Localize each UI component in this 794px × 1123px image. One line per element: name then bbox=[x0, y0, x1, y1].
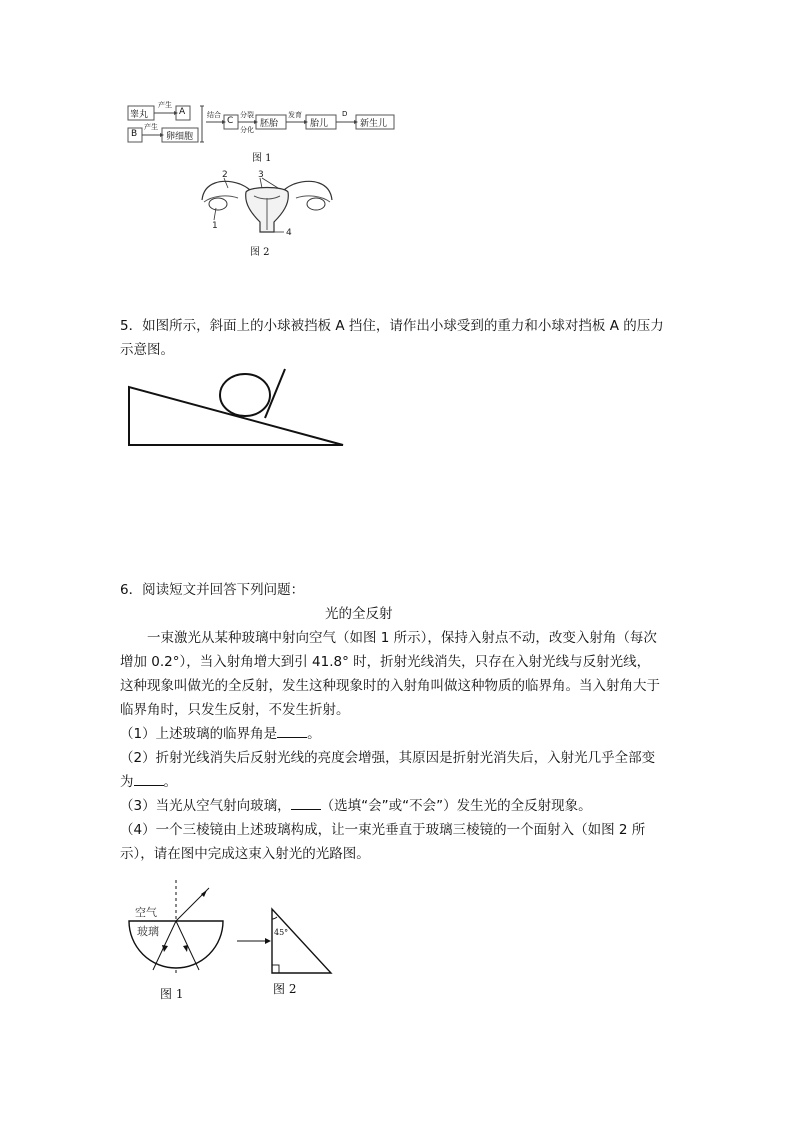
box-egg: 卵细胞 bbox=[166, 132, 194, 142]
q6-para-2: 增加 0.2°），当入射角增大到引 41.8° 时，折射光线消失，只存在入射光线与反射光线， bbox=[120, 654, 651, 670]
q6-para-1: 一束激光从某种玻璃中射向空气（如图 1 所示），保持入射点不动，改变入射角（每次 bbox=[147, 630, 657, 646]
q6-sub-3 bbox=[120, 794, 592, 818]
label-produce-2: 产生 bbox=[144, 123, 158, 131]
label-air: 空气 bbox=[135, 906, 157, 919]
semicircle-glass-diagram bbox=[125, 880, 235, 975]
box-embryo: 胚胎 bbox=[260, 119, 279, 129]
bottom-figure-2-caption: 图 2 bbox=[273, 982, 297, 996]
q6-sub-1 bbox=[120, 722, 321, 746]
q6-para-3: 这种现象叫做光的全反射，发生这种现象时的入射角叫做这种物质的临界角。当入射角大于 bbox=[120, 678, 660, 694]
q6-title: 光的全反射 bbox=[325, 606, 393, 622]
uterus-label-4: 4 bbox=[286, 228, 292, 238]
answer-blank-2[interactable] bbox=[134, 771, 164, 786]
label-angle-45: 45° bbox=[274, 928, 289, 937]
label-differentiate: 分化 bbox=[240, 126, 254, 134]
box-b: B bbox=[131, 129, 138, 139]
top-figure-1-caption: 图 1 bbox=[252, 153, 272, 164]
q6-sub-1-end: 。 bbox=[307, 726, 321, 742]
uterus-label-3: 3 bbox=[258, 170, 264, 180]
q6-sub-3-text: （3）当光从空气射向玻璃， bbox=[120, 798, 291, 814]
answer-blank-3[interactable] bbox=[291, 795, 321, 810]
q6-sub-2-text: 为 bbox=[120, 774, 134, 790]
q6-para-4: 临界角时，只发生反射，不发生折射。 bbox=[120, 702, 350, 718]
label-combine: 结合 bbox=[207, 111, 221, 119]
q6-sub-1-text: （1）上述玻璃的临界角是 bbox=[120, 726, 278, 742]
q5-line-2: 示意图。 bbox=[120, 342, 174, 358]
answer-blank-1[interactable] bbox=[277, 723, 307, 738]
q6-sub-4-line-1: （4）一个三棱镜由上述玻璃构成，让一束光垂直于玻璃三棱镜的一个面射入（如图 2 所 bbox=[120, 822, 646, 838]
label-d: D bbox=[342, 110, 348, 118]
q6-sub-3-end: （选填“会”或“不会”）发生光的全反射现象。 bbox=[320, 798, 592, 814]
q5-line-1: 5．如图所示，斜面上的小球被挡板 A 挡住，请作出小球受到的重力和小球对挡板 A 的压力 bbox=[120, 318, 664, 334]
q6-sub-2-end: 。 bbox=[163, 774, 177, 790]
uterus-diagram bbox=[192, 170, 342, 250]
label-produce-1: 产生 bbox=[158, 101, 172, 109]
box-fetus: 胎儿 bbox=[310, 119, 329, 129]
q6-sub-4-line-2: 示），请在图中完成这束入射光的光路图。 bbox=[120, 846, 370, 862]
q6-sub-2-line-2 bbox=[120, 770, 177, 794]
uterus-label-2: 2 bbox=[222, 170, 228, 180]
box-c: C bbox=[227, 116, 234, 126]
q6-sub-2-line-1: （2）折射光线消失后反射光线的亮度会增强，其原因是折射光消失后，入射光几乎全部变 bbox=[120, 750, 656, 766]
top-figure-2-caption: 图 2 bbox=[250, 247, 270, 258]
box-testis: 睾丸 bbox=[130, 110, 149, 120]
label-divide: 分裂 bbox=[240, 111, 254, 119]
incline-ball-diagram bbox=[125, 365, 355, 455]
bottom-figure-1-caption: 图 1 bbox=[160, 987, 184, 1001]
label-glass: 玻璃 bbox=[137, 925, 159, 938]
label-develop: 发育 bbox=[288, 111, 302, 119]
reproduction-flowchart bbox=[120, 100, 400, 148]
box-newborn: 新生儿 bbox=[360, 119, 388, 129]
uterus-label-1: 1 bbox=[212, 221, 218, 231]
q6-intro: 6．阅读短文并回答下列问题： bbox=[120, 582, 305, 598]
box-a: A bbox=[179, 107, 186, 117]
